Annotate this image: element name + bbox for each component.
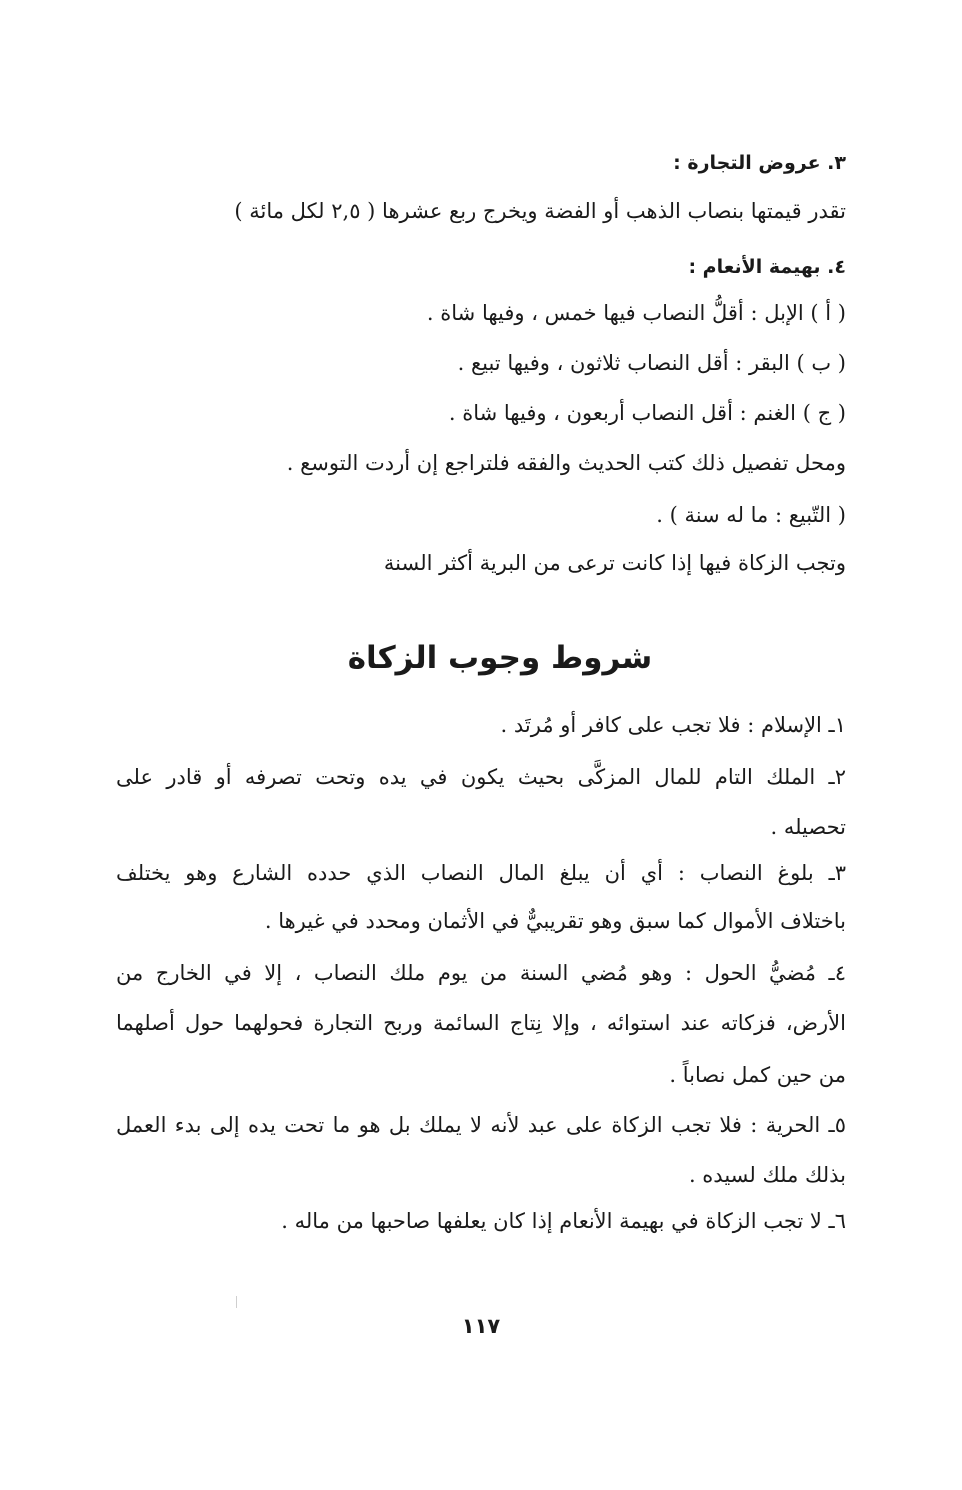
section-title: شروط وجوب الزكاة (347, 640, 653, 676)
page-number: ١١٧ (461, 1314, 501, 1338)
section-3-heading: ٣. عروض التجارة : (673, 152, 846, 174)
section-4-condition: وتجب الزكاة فيها إذا كانت ترعى من البرية أكثر السنة (383, 551, 846, 575)
section-3-text: تقدر قيمتها بنصاب الذهب أو الفضة ويخرج ربع عشرها ( ٢,٥ لكل مائة ) (234, 199, 846, 223)
livestock-item-sheep: ( ج ) الغنم : أقل النصاب أربعون ، وفيها شاة . (448, 401, 846, 425)
condition-2-line-1: ٢ـ الملك التام للمال المزكَّى بحيث يكون في يده وتحت تصرفه أو قادر على (116, 765, 846, 789)
section-4-detail: ومحل تفصيل ذلك كتب الحديث والفقه فلتراجع إن أردت التوسع . (286, 451, 846, 475)
scan-mark (236, 1296, 237, 1308)
condition-3-line-1: ٣ـ بلوغ النصاب : أي أن يبلغ المال النصاب الذي حدده الشارع وهو يختلف (116, 861, 846, 885)
condition-4-line-1: ٤ـ مُضيُّ الحول : وهو مُضي السنة من يوم ملك النصاب ، إلا في الخارج من (116, 961, 846, 985)
livestock-item-camels: ( أ ) الإبل : أقلُّ النصاب فيها خمس ، وفيها شاة . (426, 301, 846, 325)
condition-5-line-1: ٥ـ الحرية : فلا تجب الزكاة على عبد لأنه لا يملك بل هو ما تحت يده إلى بدء العمل (116, 1113, 846, 1137)
condition-4-line-3: من حين كمل نصاباً . (669, 1063, 846, 1087)
condition-1: ١ـ الإسلام : فلا تجب على كافر أو مُرتَد . (500, 713, 846, 737)
section-4-note: ( التّبيع : ما له سنة ) . (656, 503, 846, 527)
condition-6: ٦ـ لا تجب الزكاة في بهيمة الأنعام إذا كان يعلفها صاحبها من ماله . (281, 1209, 846, 1233)
livestock-item-cattle: ( ب ) البقر : أقل النصاب ثلاثون ، وفيها تبيع . (457, 351, 846, 375)
condition-3-line-2: باختلاف الأموال كما سبق وهو تقريبيٌّ في الأثمان ومحدد في غيرها . (264, 909, 846, 933)
condition-4-line-2: الأرض، فزكاته عند استوائه ، وإلا نِتاج السائمة وربح التجارة فحولهما حول أصلهما (116, 1011, 846, 1035)
condition-5-line-2: بذلك ملك لسيده . (688, 1163, 846, 1187)
condition-2-line-2: تحصيله . (770, 815, 846, 839)
section-4-heading: ٤. بهيمة الأنعام : (688, 256, 846, 278)
